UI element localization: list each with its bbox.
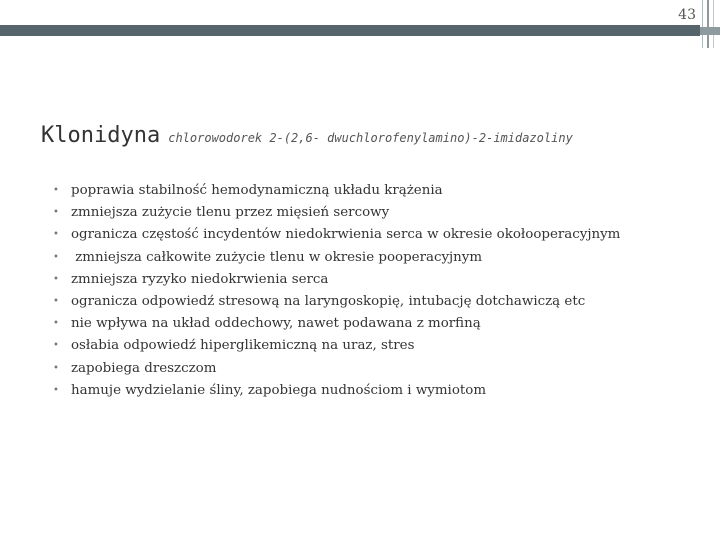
list-item-text: zmniejsza zużycie tlenu przez mięsień sercowy bbox=[71, 205, 390, 221]
list-item-text: zapobiega dreszczom bbox=[71, 360, 217, 376]
list-item-text: osłabia odpowiedź hiperglikemiczną na uraz, stres bbox=[71, 338, 415, 354]
bullet-icon: • bbox=[53, 185, 59, 196]
list-item-text: ogranicza częstość incydentów niedokrwienia serca w okresie okołooperacyjnym bbox=[71, 227, 621, 243]
list-item bbox=[47, 380, 620, 402]
bullet-icon: • bbox=[53, 207, 59, 219]
list-item-text: nie wpływa na układ oddechowy, nawet podawana z morfiną bbox=[71, 316, 481, 332]
list-item-text: zmniejsza ryzyko niedokrwienia serca bbox=[71, 271, 329, 287]
page-number: 43 bbox=[678, 7, 696, 23]
bullet-icon: • bbox=[53, 229, 59, 241]
bullet-icon: • bbox=[53, 296, 59, 308]
list-item bbox=[47, 313, 620, 335]
list-item bbox=[47, 180, 620, 202]
bullet-icon: • bbox=[53, 251, 59, 263]
list-item-text: poprawia stabilność hemodynamiczną układu krążenia bbox=[71, 183, 443, 198]
bullet-icon: • bbox=[53, 340, 59, 352]
bullet-icon: • bbox=[53, 318, 59, 330]
list-item bbox=[47, 247, 620, 269]
bullet-icon: • bbox=[53, 362, 59, 374]
slide-subtitle: chlorowodorek 2-(2,6- dwuchlorofenylamino)-2-imidazoliny bbox=[168, 131, 573, 145]
list-item bbox=[47, 335, 620, 357]
list-item bbox=[47, 269, 620, 291]
slide-title: Klonidyna bbox=[41, 123, 161, 148]
bullet-icon: • bbox=[53, 273, 59, 285]
list-item bbox=[47, 291, 620, 313]
corner-decoration bbox=[700, 0, 720, 48]
bullet-list bbox=[47, 180, 620, 402]
list-item bbox=[47, 224, 620, 246]
slide-title-row bbox=[41, 123, 573, 148]
list-item-text: ogranicza odpowiedź stresową na laryngoskopię, intubację dotchawiczą etc bbox=[71, 294, 586, 310]
list-item-text: zmniejsza całkowite zużycie tlenu w okresie pooperacyjnym bbox=[71, 249, 483, 265]
bullet-icon: • bbox=[53, 384, 59, 396]
top-decor-band bbox=[0, 25, 700, 36]
list-item bbox=[47, 358, 620, 380]
list-item bbox=[47, 202, 620, 224]
list-item-text: hamuje wydzielanie śliny, zapobiega nudnościom i wymiotom bbox=[71, 382, 487, 398]
